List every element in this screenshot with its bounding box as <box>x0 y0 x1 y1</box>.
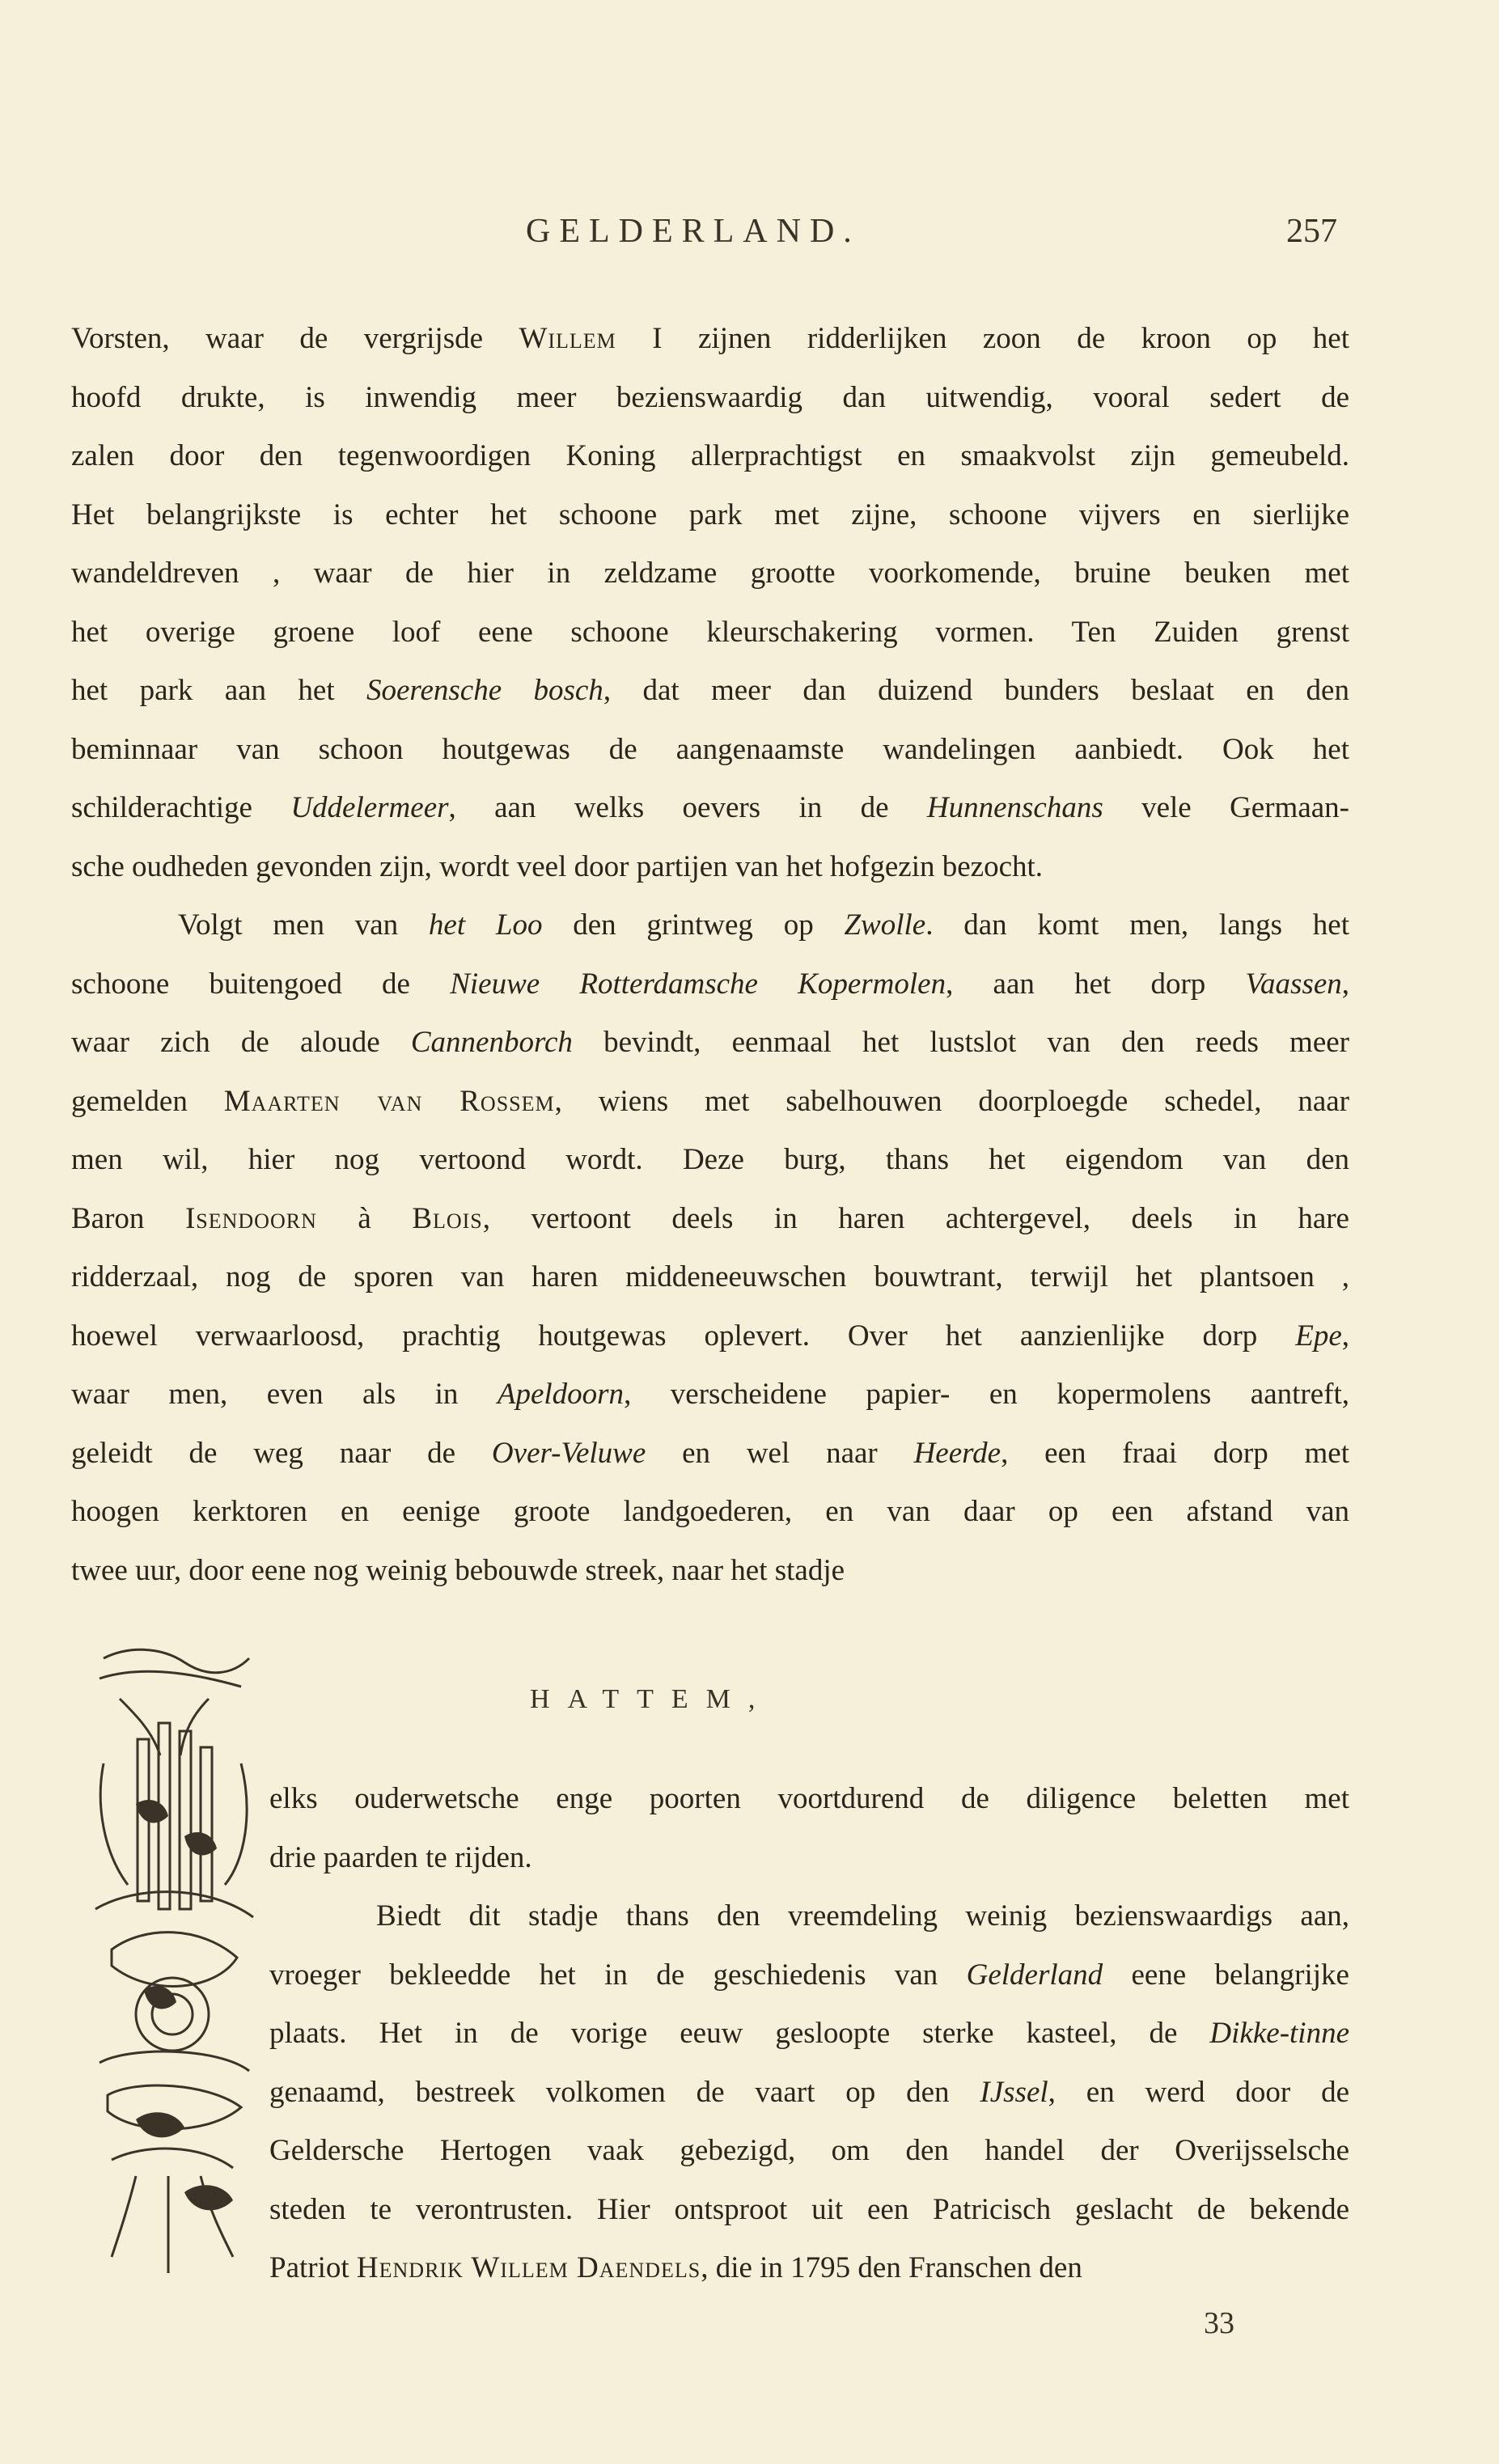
text-line: Biedt dit stadje thans den vreemdeling weinig bezienswaardigs aan, <box>376 1899 1349 1933</box>
small-caps-name: Blois <box>412 1201 483 1235</box>
italic-place-name: Dikke-tinne <box>1209 2017 1349 2050</box>
italic-place-name: Cannenborch <box>410 1026 573 1059</box>
text-line: zalen door den tegenwoordigen Koning allerprachtigst en smaakvolst zijn gemeubeld. <box>71 439 1349 472</box>
text-line: steden te verontrusten. Hier ontsproot uit een Patricisch geslacht de bekende <box>269 2192 1349 2226</box>
text-line: wandeldreven , waar de hier in zeldzame grootte voorkomende, bruine beuken met <box>71 557 1349 590</box>
text-line: hoofd drukte, is inwendig meer bezienswaardig dan uitwendig, vooral sedert de <box>71 380 1349 414</box>
text-line: vroeger bekleedde het in de geschiedenis van Gelderland eene belangrijke <box>269 1958 1349 1992</box>
italic-place-name: Apeldoorn <box>497 1378 625 1411</box>
text-line: schoone buitengoed de Nieuwe Rotterdamsche Kopermolen, aan het dorp Vaassen, <box>71 967 1349 1001</box>
ornamental-initial-w-icon <box>87 1642 261 2281</box>
text-line: hoogen kerktoren en eenige groote landgoederen, en van daar op een afstand van <box>71 1495 1349 1528</box>
text-line: twee uur, door eene nog weinig bebouwde streek, naar het stadje <box>71 1553 845 1587</box>
running-title: GELDERLAND. <box>526 213 861 250</box>
decorated-initial-illustration <box>87 1642 261 2281</box>
italic-place-name: Uddelermeer <box>290 791 449 824</box>
text-line: schilderachtige Uddelermeer, aan welks oevers in de Hunnenschans vele Germaan- <box>71 791 1349 824</box>
small-caps-name: Maarten van Rossem <box>223 1084 555 1118</box>
text-line: Volgt men van het Loo den grintweg op Zwolle. dan komt men, langs het <box>178 908 1349 942</box>
text-line: hoewel verwaarloosd, prachtig houtgewas oplevert. Over het aanzienlijke dorp Epe, <box>71 1319 1349 1353</box>
small-caps-name: Hendrik Willem Daendels <box>356 2251 701 2284</box>
text-line: waar men, even als in Apeldoorn, verscheidene papier- en kopermolens aantreft, <box>71 1378 1349 1411</box>
paragraph-2 <box>71 896 1349 1600</box>
text-line: geleidt de weg naar de Over-Veluwe en wel naar Heerde, een fraai dorp met <box>71 1436 1349 1470</box>
paragraph-3 <box>269 1770 1349 1887</box>
italic-place-name: het Loo <box>428 908 543 942</box>
text-line: Vorsten, waar de vergrijsde Willem I zijnen ridderlijken zoon de kroon op het <box>71 322 1349 355</box>
italic-place-name: Epe <box>1295 1319 1342 1353</box>
paragraph-3-lines <box>269 1770 1349 1887</box>
text-line: ridderzaal, nog de sporen van haren middeneeuwschen bouwtrant, terwijl het plantsoen , <box>71 1260 1349 1293</box>
text-line: beminnaar van schoon houtgewas de aangenaamste wandelingen aanbiedt. Ook het <box>71 732 1349 766</box>
small-caps-name: Willem <box>519 322 616 355</box>
text-line: drie paarden te rijden. <box>269 1840 532 1874</box>
running-head <box>0 212 1499 260</box>
text-line: gemelden Maarten van Rossem, wiens met sabelhouwen doorploegde schedel, naar <box>71 1084 1349 1118</box>
italic-place-name: Soerensche bosch <box>366 674 603 707</box>
paragraph-4-lines <box>269 1887 1349 2298</box>
text-line: Geldersche Hertogen vaak gebezigd, om den handel der Overijsselsche <box>269 2134 1349 2167</box>
text-line: Baron Isendoorn à Blois, vertoont deels in haren achtergevel, deels in hare <box>71 1201 1349 1235</box>
section-heading: HATTEM, <box>530 1684 773 1714</box>
italic-place-name: Zwolle <box>844 908 926 942</box>
paragraph-1 <box>71 310 1349 896</box>
italic-place-name: Over-Veluwe <box>491 1436 646 1470</box>
text-line: waar zich de aloude Cannenborch bevindt, eenmaal het lustslot van den reeds meer <box>71 1026 1349 1059</box>
paragraph-2-lines <box>71 896 1349 1600</box>
text-line: plaats. Het in de vorige eeuw gesloopte sterke kasteel, de Dikke-tinne <box>269 2017 1349 2050</box>
paragraph-1-lines <box>71 310 1349 896</box>
text-line: sche oudheden gevonden zijn, wordt veel door partijen van het hofgezin bezocht. <box>71 849 1044 883</box>
folio-signature: 33 <box>1204 2306 1234 2340</box>
text-line: het park aan het Soerensche bosch, dat meer dan duizend bunders beslaat en den <box>71 674 1349 707</box>
italic-place-name: Hunnenschans <box>926 791 1103 824</box>
paragraph-4 <box>269 1887 1349 2298</box>
text-line: genaamd, bestreek volkomen de vaart op den IJssel, en werd door de <box>269 2075 1349 2109</box>
text-line: elks ouderwetsche enge poorten voortdurend de diligence beletten met <box>269 1782 1349 1815</box>
text-line: het overige groene loof eene schoone kleurschakering vormen. Ten Zuiden grenst <box>71 615 1349 649</box>
italic-place-name: Nieuwe Rotterdamsche Kopermolen <box>450 967 946 1001</box>
text-line: men wil, hier nog vertoond wordt. Deze burg, thans het eigendom van den <box>71 1143 1349 1176</box>
italic-place-name: Heerde <box>913 1436 1001 1470</box>
page-number: 257 <box>1286 213 1337 250</box>
italic-place-name: Vaassen <box>1245 967 1342 1001</box>
italic-place-name: IJssel <box>980 2075 1048 2109</box>
text-line: Patriot Hendrik Willem Daendels, die in 1795 den Franschen den <box>269 2251 1082 2284</box>
small-caps-name: Isendoorn <box>184 1201 317 1235</box>
text-line: Het belangrijkste is echter het schoone park met zijne, schoone vijvers en sierlijke <box>71 497 1349 531</box>
italic-place-name: Gelderland <box>966 1958 1103 1992</box>
